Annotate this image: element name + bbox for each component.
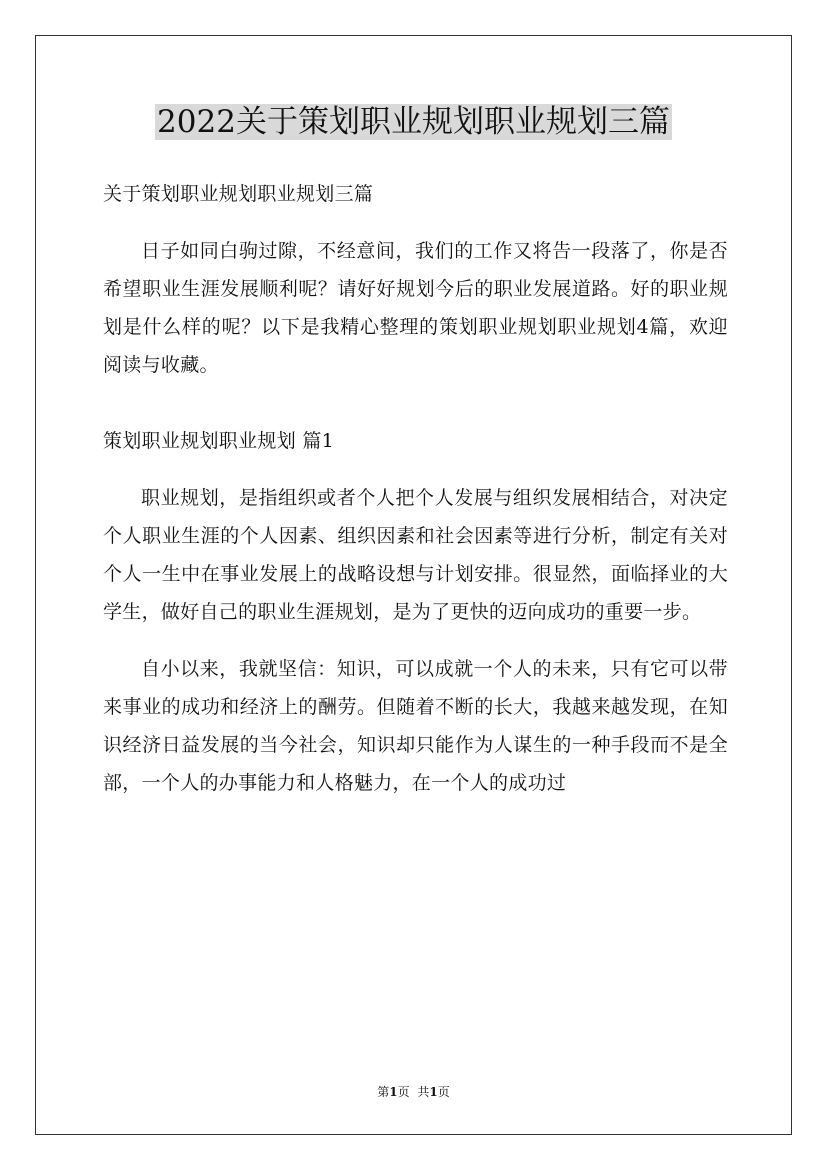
page-total: 1 <box>429 1085 438 1099</box>
intro-paragraph: 日子如同白驹过隙，不经意间，我们的工作又将告一段落了，你是否希望职业生涯发展顺利呢？请好好规划今后的职业发展道路。好的职业规划是什么样的呢？以下是我精心整理的策划职业规划职业规划4篇，欢迎阅读与收藏。 <box>103 240 728 376</box>
body-paragraph-1: 职业规划，是指组织或者个人把个人发展与组织发展相结合，对决定个人职业生涯的个人因素、组织因素和社会因素等进行分析，制定有关对个人一生中在事业发展上的战略设想与计划安排。很显然，面临择业的大学生，做好自己的职业生涯规划，是为了更快的迈向成功的重要一步。 <box>103 487 728 623</box>
page-current: 1 <box>389 1085 398 1099</box>
total-prefix: 共 <box>417 1085 430 1099</box>
body-paragraph-2: 自小以来，我就坚信：知识，可以成就一个人的未来，只有它可以带来事业的成功和经济上的酬劳。但随着不断的长大，我越来越发现，在知识经济日益发展的当今社会，知识却只能作为人谋生的一种手段而不是全部，一个人的办事能力和人格魅力，在一个人的成功过 <box>103 658 728 794</box>
document-title-text: 2022关于策划职业规划职业规划三篇 <box>157 104 670 140</box>
document-subtitle: 关于策划职业规划职业规划三篇 <box>103 183 374 205</box>
section-heading: 策划职业规划职业规划 篇1 <box>103 430 335 452</box>
total-suffix: 页 <box>437 1085 450 1099</box>
page-prefix: 第 <box>377 1085 390 1099</box>
page-suffix: 页 <box>397 1085 410 1099</box>
document-title <box>0 100 827 144</box>
page-footer <box>0 1083 827 1101</box>
document-body <box>103 175 728 821</box>
